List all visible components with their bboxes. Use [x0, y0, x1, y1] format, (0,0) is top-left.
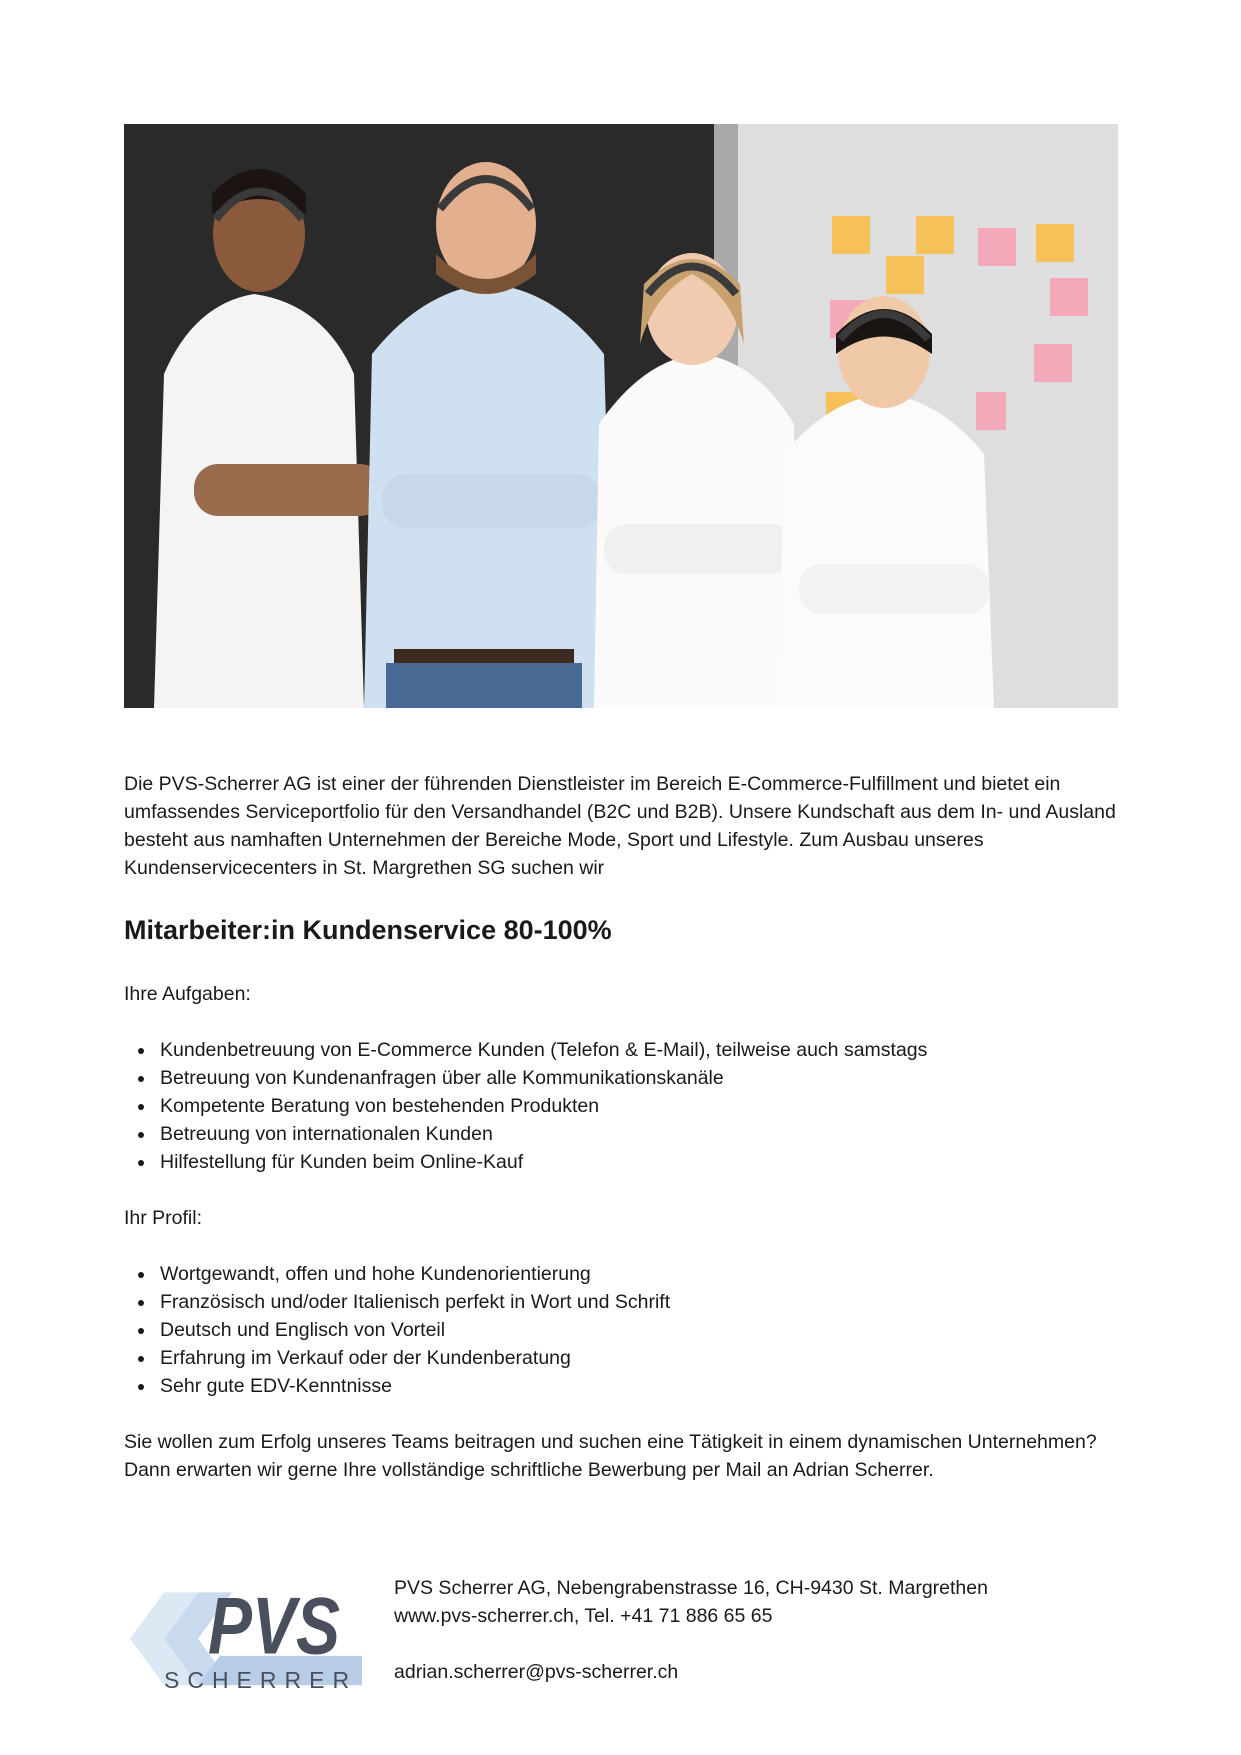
profile-heading: Ihr Profil: [124, 1207, 203, 1229]
contact-block [394, 1574, 988, 1686]
pvs-scherrer-logo [128, 1568, 362, 1693]
tasks-list [124, 1036, 927, 1176]
email-address: adrian.scherrer@pvs-scherrer.ch [394, 1661, 679, 1683]
list-item: Betreuung von internationalen Kunden [160, 1120, 927, 1148]
job-title: Mitarbeiter:in Kundenservice 80-100% [124, 915, 612, 945]
hero-team-photo [124, 124, 1118, 708]
logo-mark: PVS [208, 1580, 341, 1671]
logo-wordmark: SCHERRER [164, 1667, 358, 1693]
tasks-heading: Ihre Aufgaben: [124, 983, 251, 1005]
list-item: Deutsch und Englisch von Vorteil [160, 1316, 670, 1344]
intro-paragraph: Die PVS-Scherrer AG ist einer der führenden Dienstleister im Bereich E-Commerce-Fulfillment und bietet ein umfassendes Serviceportfolio für den Versandhandel (B2C und B2B). Unsere Kundschaft aus dem In- und Ausland besteht aus namhaften Unternehmen der Bereiche Mode, Sport und Lifestyle. Zum Ausbau unseres Kundenservicecenters in St. Margrethen SG suchen wir [124, 773, 1116, 879]
list-item: Kundenbetreuung von E-Commerce Kunden (Telefon & E-Mail), teilweise auch samstags [160, 1036, 927, 1064]
closing-paragraph: Sie wollen zum Erfolg unseres Teams beitragen und suchen eine Tätigkeit in einem dynamischen Unternehmen? Dann erwarten wir gerne Ihre vollständige schriftliche Bewerbung per Mail an Adrian Scherrer. [124, 1431, 1097, 1481]
list-item: Erfahrung im Verkauf oder der Kundenberatung [160, 1344, 670, 1372]
list-item: Französisch und/oder Italienisch perfekt in Wort und Schrift [160, 1288, 670, 1316]
company-address: PVS Scherrer AG, Nebengrabenstrasse 16, CH-9430 St. Margrethen [394, 1577, 988, 1599]
list-item: Hilfestellung für Kunden beim Online-Kauf [160, 1148, 927, 1176]
list-item: Kompetente Beratung von bestehenden Produkten [160, 1092, 927, 1120]
profile-list [124, 1260, 670, 1400]
website-phone: www.pvs-scherrer.ch, Tel. +41 71 886 65 65 [394, 1605, 773, 1627]
list-item: Sehr gute EDV-Kenntnisse [160, 1372, 670, 1400]
list-item: Wortgewandt, offen und hohe Kundenorientierung [160, 1260, 670, 1288]
list-item: Betreuung von Kundenanfragen über alle Kommunikationskanäle [160, 1064, 927, 1092]
